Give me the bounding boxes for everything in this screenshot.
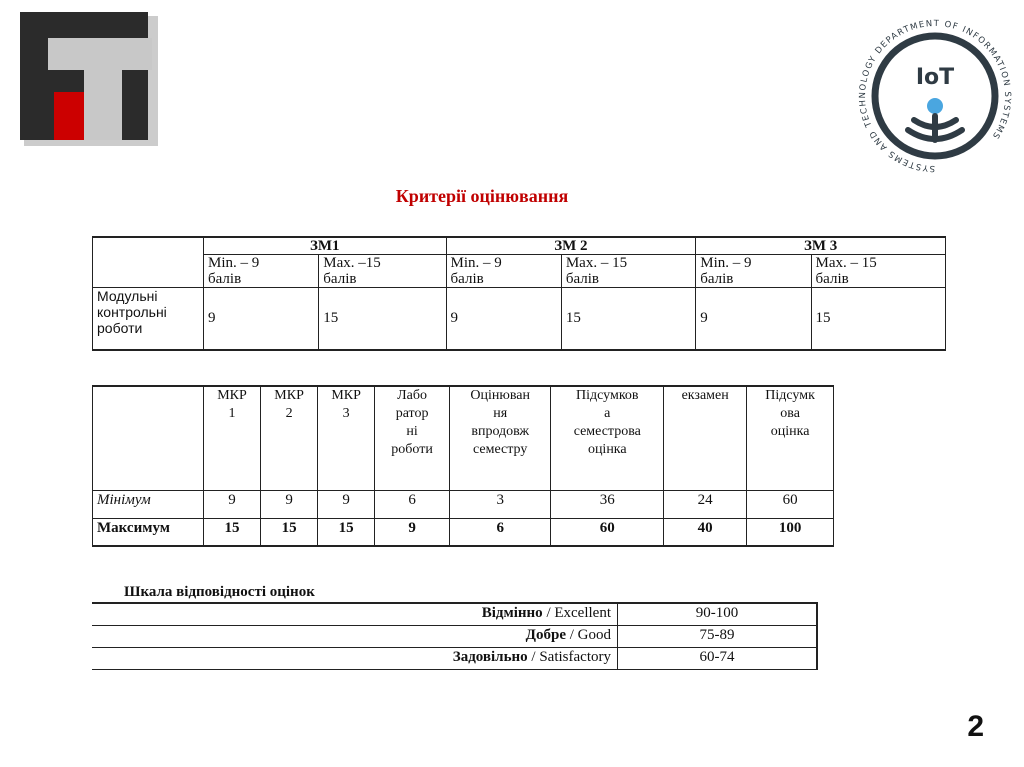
- module-header: ЗМ1: [204, 237, 447, 255]
- grade-name: Добре / Good: [92, 625, 618, 647]
- modules-subheader-row: [93, 255, 946, 288]
- value-cell: 15: [561, 288, 695, 350]
- module-header: ЗМ 2: [446, 237, 696, 255]
- value-cell: 9: [375, 518, 450, 546]
- value-cell: 9: [696, 288, 811, 350]
- logo-iot-text: IoT: [915, 65, 955, 90]
- value-cell: 100: [747, 518, 834, 546]
- header-cell: Лабо ратор ні роботи: [375, 386, 450, 490]
- grade-row: [92, 625, 817, 647]
- subheader-cell: Max. –15 балів: [319, 255, 446, 288]
- header-cell: Підсумк ова оцінка: [747, 386, 834, 490]
- modules-table: [92, 236, 946, 351]
- grade-scale-table: [92, 602, 818, 670]
- value-cell: 6: [449, 518, 550, 546]
- subheader-cell: Max. – 15 балів: [561, 255, 695, 288]
- grade-row: [92, 647, 817, 669]
- grade-name: Відмінно / Excellent: [92, 603, 618, 625]
- grade-range: 90-100: [618, 603, 818, 625]
- header-cell: МКР 3: [318, 386, 375, 490]
- value-cell: 15: [261, 518, 318, 546]
- empty-corner-cell: [93, 237, 204, 288]
- value-cell: 9: [318, 490, 375, 518]
- minimum-row: [93, 490, 834, 518]
- row-label: Максимум: [93, 518, 204, 546]
- value-cell: 60: [747, 490, 834, 518]
- svg-text:SYSTEMS AND TECHNOLOGY DEPARTM: [858, 19, 1012, 173]
- value-cell: 40: [664, 518, 747, 546]
- value-cell: 9: [204, 490, 261, 518]
- grade-row: [92, 603, 817, 625]
- department-logo-iot: [856, 6, 1014, 182]
- header-cell: Підсумков а семестрова оцінка: [551, 386, 664, 490]
- logo-ring-text: SYSTEMS AND TECHNOLOGY DEPARTMENT OF INFORMATION SYSTEMS: [857, 18, 1013, 174]
- value-cell: 9: [204, 288, 319, 350]
- value-cell: 15: [811, 288, 945, 350]
- subheader-cell: Max. – 15 балів: [811, 255, 945, 288]
- modules-header-row: [93, 237, 946, 255]
- header-cell: Оцінюван ня впродовж семестру: [449, 386, 550, 490]
- value-cell: 15: [204, 518, 261, 546]
- value-cell: 3: [449, 490, 550, 518]
- module-header: ЗМ 3: [696, 237, 946, 255]
- header-cell: МКР 2: [261, 386, 318, 490]
- value-cell: 6: [375, 490, 450, 518]
- header-cell: МКР 1: [204, 386, 261, 490]
- grade-range: 60-74: [618, 647, 818, 669]
- subheader-cell: Min. – 9 балів: [696, 255, 811, 288]
- value-cell: 60: [551, 518, 664, 546]
- grade-range: 75-89: [618, 625, 818, 647]
- value-cell: 9: [261, 490, 318, 518]
- subheader-cell: Min. – 9 балів: [204, 255, 319, 288]
- score-header-row: [93, 386, 834, 490]
- maximum-row: [93, 518, 834, 546]
- page-number: 2: [967, 710, 984, 743]
- value-cell: 9: [446, 288, 561, 350]
- page-title: Критерії оцінювання: [395, 186, 569, 206]
- modules-values-row: [93, 288, 946, 350]
- value-cell: 15: [319, 288, 446, 350]
- grade-scale-title: Шкала відповідності оцінок: [124, 584, 315, 600]
- value-cell: 24: [664, 490, 747, 518]
- grade-name: Задовільно / Satisfactory: [92, 647, 618, 669]
- value-cell: 36: [551, 490, 664, 518]
- row-label: Мінімум: [93, 490, 204, 518]
- score-table: [92, 385, 834, 547]
- empty-corner-cell: [93, 386, 204, 490]
- row-label: Модульні контрольні роботи: [93, 288, 204, 350]
- department-logo-ft: [20, 12, 160, 148]
- header-cell: екзамен: [664, 386, 747, 490]
- value-cell: 15: [318, 518, 375, 546]
- subheader-cell: Min. – 9 балів: [446, 255, 561, 288]
